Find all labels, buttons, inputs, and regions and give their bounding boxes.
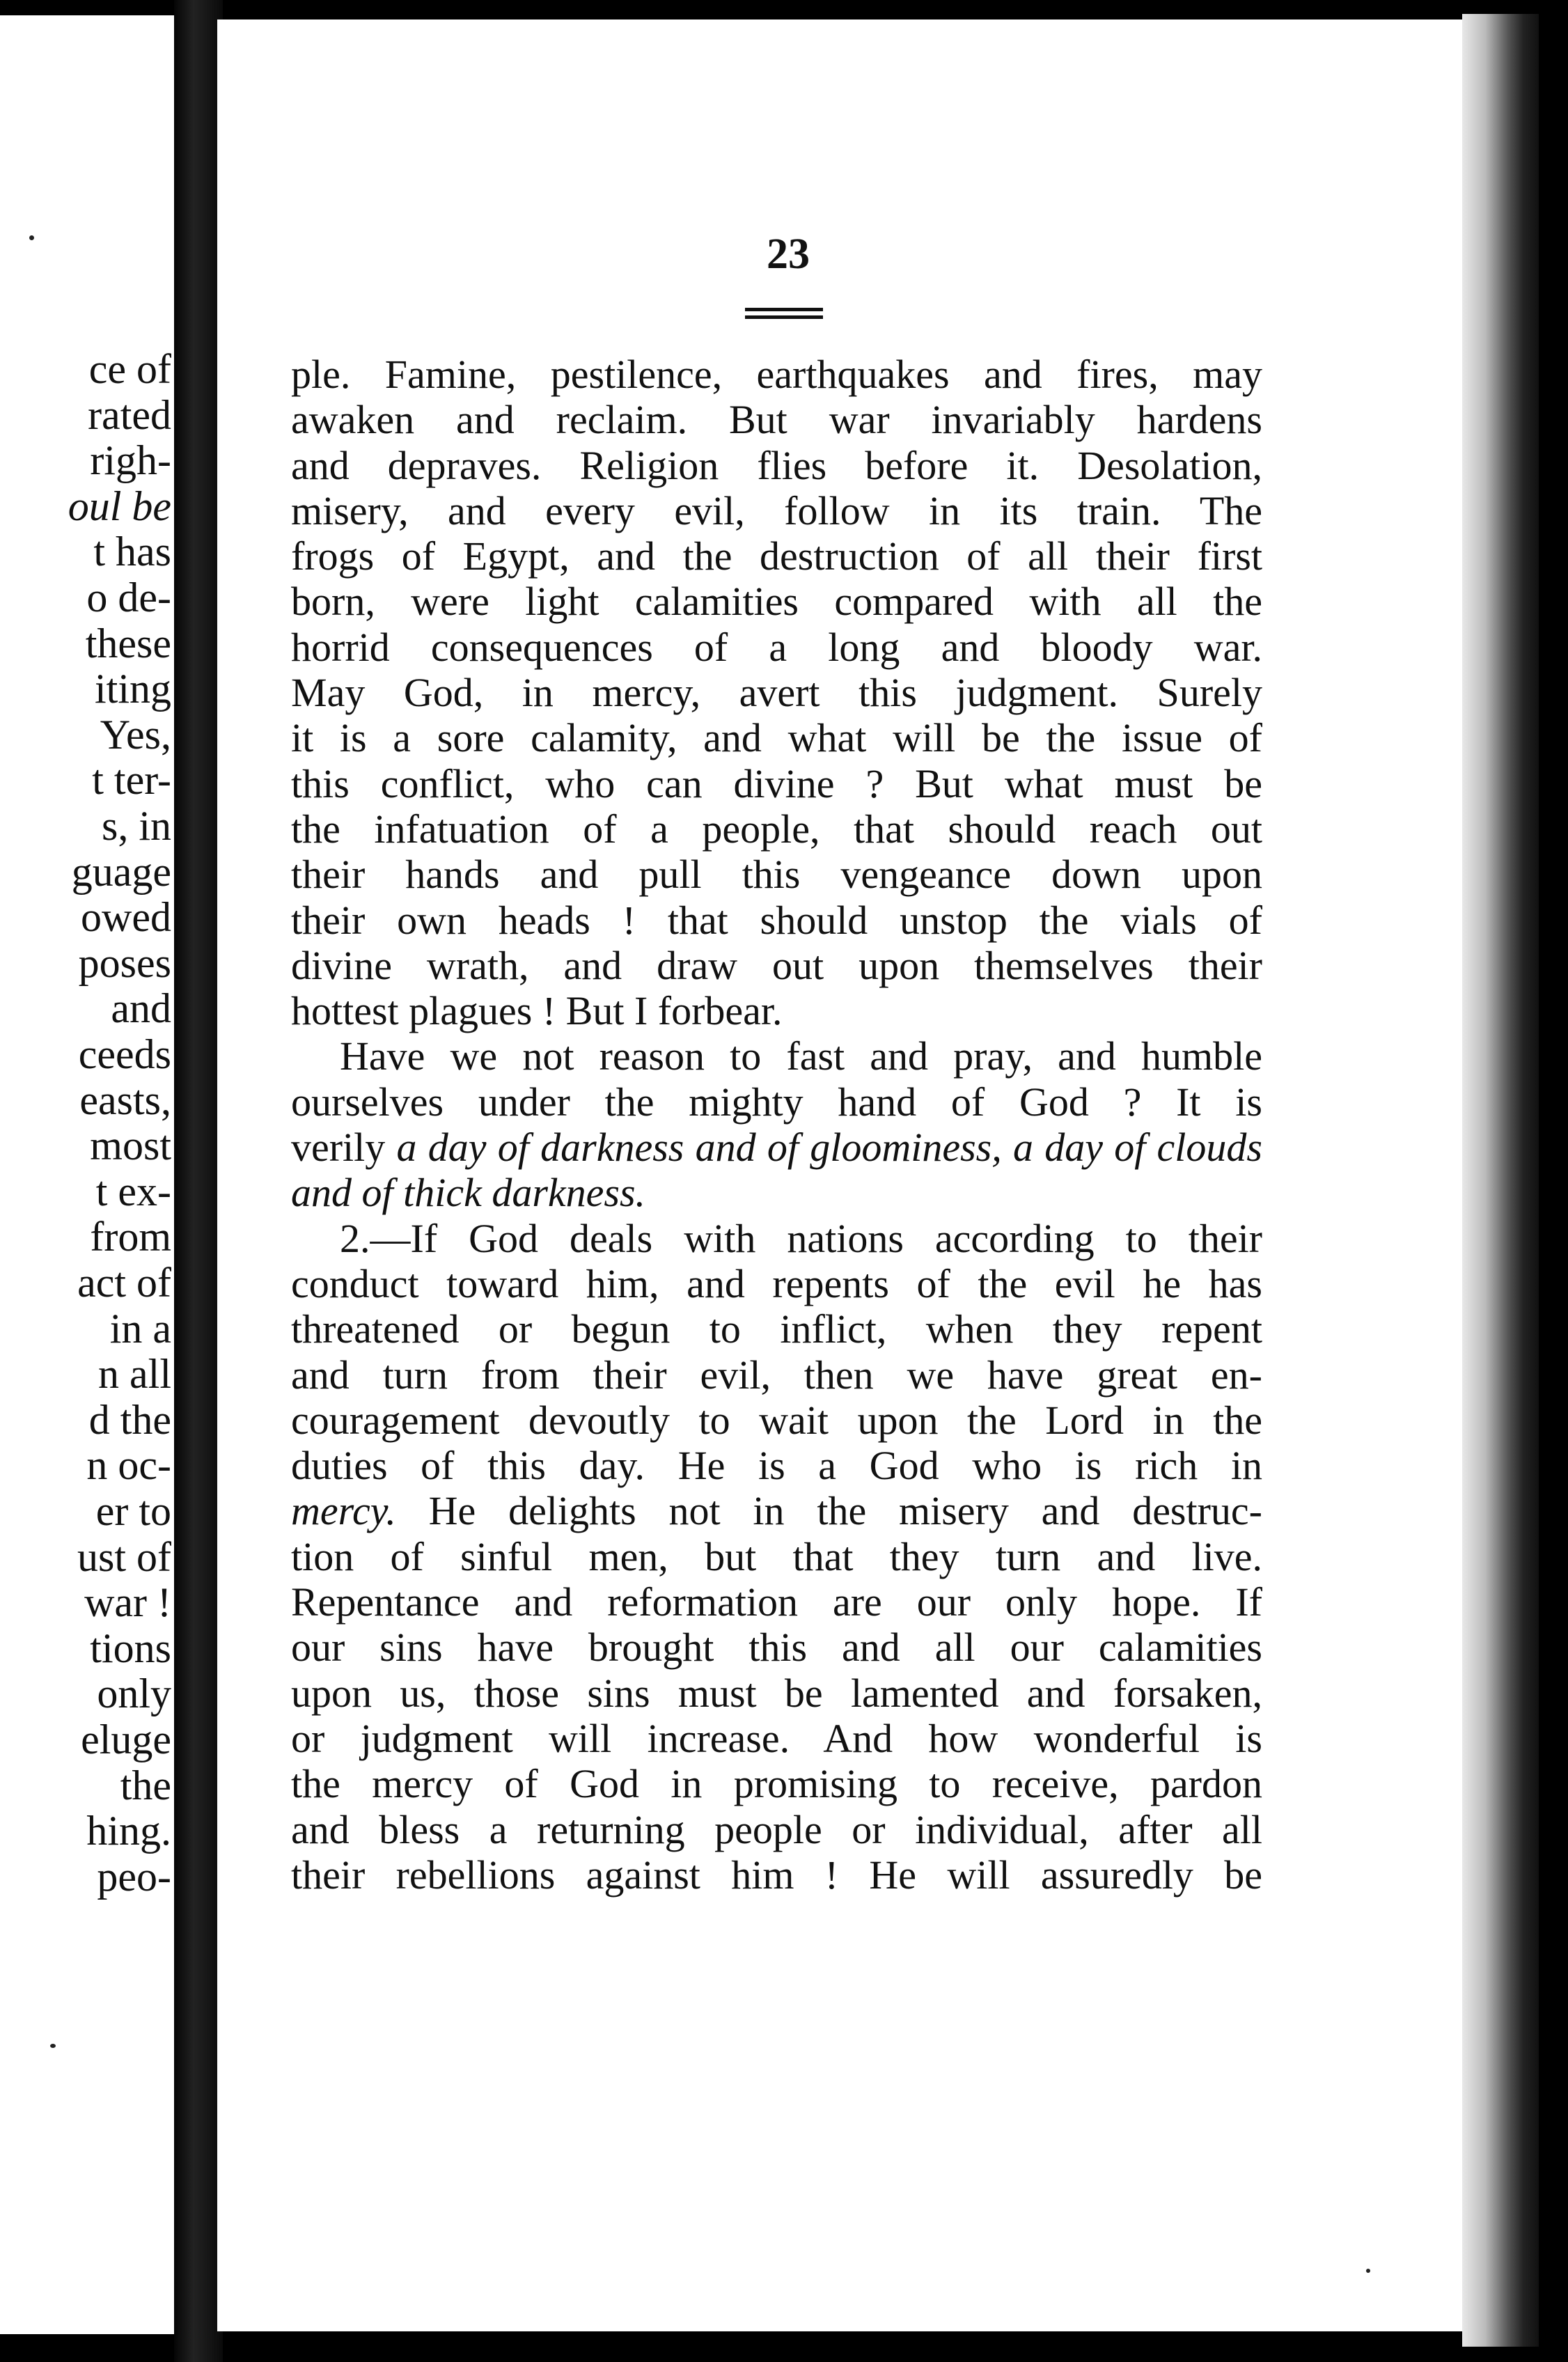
text-segment: misery, and every evil, follow in its train. The [291, 487, 1262, 533]
text-line [291, 1352, 1262, 1398]
left-page-fragment: these [85, 620, 171, 666]
left-page-fragment: tions [90, 1625, 171, 1671]
left-page-fragment: war ! [84, 1579, 171, 1626]
text-line [291, 1079, 1262, 1125]
left-page-fragment: easts, [79, 1077, 171, 1123]
text-segment: this conflict, who can divine ? But what must be [291, 760, 1262, 806]
text-segment: our sins have brought this and all our calamities [291, 1625, 1262, 1671]
text-segment: horrid consequences of a long and bloody war. [291, 624, 1262, 670]
text-line [291, 670, 1262, 715]
text-line [291, 806, 1262, 852]
text-segment: Have we not reason to fast and pray, and humble [340, 1033, 1262, 1079]
left-page-fragment: t ter- [92, 757, 171, 804]
text-line [291, 1443, 1262, 1488]
left-page-fragment: iting [94, 666, 171, 712]
left-page-fragment: er to [95, 1488, 171, 1534]
ink-speck [50, 2044, 56, 2048]
text-line [291, 1216, 1262, 1261]
text-line [291, 397, 1262, 442]
left-page-fragment: ust of [77, 1533, 171, 1580]
text-segment: threatened or begun to inflict, when they repent [291, 1306, 1262, 1352]
text-segment: their rebellions against him ! He will assuredly be [291, 1852, 1262, 1898]
left-page-fragment: righ- [90, 437, 171, 484]
left-page-fragment: Yes, [100, 711, 171, 758]
text-line [291, 1671, 1262, 1716]
text-segment: hottest plagues ! But I forbear. [291, 988, 783, 1034]
text-segment: divine wrath, and draw out upon themselves their [291, 942, 1262, 988]
text-line [291, 1306, 1262, 1352]
left-page-fragment: n all [98, 1351, 171, 1398]
text-line [291, 1579, 1262, 1625]
text-segment: or judgment will increase. And how wonderful is [291, 1715, 1262, 1761]
left-page-fragment: act of [77, 1260, 171, 1306]
left-page-fragment: owed [81, 894, 171, 941]
text-segment: it is a sore calamity, and what will be the issue of [291, 715, 1262, 761]
text-segment: couragement devoutly to wait upon the Lord in the [291, 1397, 1262, 1443]
body-text [291, 352, 1262, 1898]
text-line [291, 1261, 1262, 1306]
left-facing-page [0, 15, 174, 2334]
text-line [291, 852, 1262, 897]
text-line [291, 1033, 1262, 1079]
page-edge-shadow [1462, 14, 1539, 2347]
left-page-fragment: only [97, 1671, 171, 1717]
left-page-fragment: s, in [101, 803, 171, 849]
text-segment: ple. Famine, pestilence, earthquakes and fires, may [291, 352, 1262, 397]
left-page-fragment: ceeds [78, 1031, 171, 1077]
text-line [291, 1125, 1262, 1170]
text-segment: duties of this day. He is a God who is rich in [291, 1443, 1262, 1489]
text-segment: upon us, those sins must be lamented and forsaken, [291, 1670, 1262, 1716]
book-gutter [174, 0, 223, 2362]
text-line [291, 1625, 1262, 1670]
left-page-fragment: poses [78, 939, 171, 986]
left-page-fragment: hing. [86, 1808, 171, 1854]
text-line [291, 533, 1262, 579]
text-segment: verily [291, 1125, 397, 1171]
text-segment: tion of sinful men, but that they turn and live. [291, 1533, 1262, 1579]
left-page-fragment: rated [88, 391, 171, 438]
text-line [291, 715, 1262, 760]
left-page-fragment: and [111, 985, 171, 1032]
text-line [291, 943, 1262, 988]
text-line [291, 761, 1262, 806]
text-line [291, 1488, 1262, 1533]
left-page-fragment: d the [88, 1396, 171, 1443]
text-line [291, 1398, 1262, 1443]
text-segment: the mercy of God in promising to receive, pardon [291, 1761, 1262, 1807]
text-segment: and turn from their evil, then we have great en- [291, 1352, 1262, 1398]
text-segment: He delights not in the misery and destruc- [395, 1488, 1262, 1534]
text-segment: their hands and pull this vengeance down upon [291, 852, 1262, 898]
text-line [291, 1170, 1262, 1215]
left-page-fragment: eluge [81, 1716, 171, 1762]
left-page-fragment: in a [109, 1305, 171, 1352]
text-line [291, 1761, 1262, 1806]
text-segment: the infatuation of a people, that should reach out [291, 806, 1262, 852]
text-line [291, 488, 1262, 533]
text-segment: Repentance and reformation are our only hope. If [291, 1579, 1262, 1625]
text-segment: conduct toward him, and repents of the evil he has [291, 1260, 1262, 1306]
text-segment: born, were light calamities compared with all the [291, 579, 1262, 625]
header-rule-bottom [745, 315, 823, 319]
ink-speck [1366, 2269, 1370, 2273]
left-page-fragment: most [90, 1123, 171, 1169]
text-line [291, 625, 1262, 670]
text-segment: frogs of Egypt, and the destruction of all their first [291, 533, 1262, 579]
text-line [291, 352, 1262, 397]
left-page-fragment: guage [71, 848, 171, 895]
left-page-fragment: the [120, 1762, 171, 1808]
left-page-fragment: o de- [86, 574, 171, 620]
italic-segment: and of thick darkness. [291, 1170, 646, 1216]
italic-segment: mercy. [291, 1488, 396, 1534]
text-segment: awaken and reclaim. But war invariably hardens [291, 397, 1262, 443]
header-rule-top [745, 308, 823, 311]
left-page-fragment: peo- [97, 1853, 171, 1900]
ink-speck [29, 235, 34, 240]
left-page-fragment: t has [93, 529, 171, 575]
left-page-fragment: n oc- [86, 1442, 171, 1489]
left-page-fragment: from [90, 1214, 171, 1260]
page-number: 23 [767, 230, 810, 278]
left-page-fragment: t ex- [95, 1168, 171, 1214]
text-line [291, 443, 1262, 488]
text-line [291, 579, 1262, 624]
text-segment: and bless a returning people or individual, after all [291, 1806, 1262, 1852]
text-line [291, 988, 1262, 1033]
text-line [291, 898, 1262, 943]
text-line [291, 1534, 1262, 1579]
italic-segment: a day of darkness and of gloominess, a day of clouds [396, 1125, 1262, 1171]
text-line [291, 1852, 1262, 1898]
text-segment: ourselves under the mighty hand of God ? It is [291, 1079, 1262, 1125]
text-line [291, 1716, 1262, 1761]
left-page-fragment: ce of [88, 346, 171, 392]
left-page-fragment: oul be [68, 483, 171, 529]
text-segment: May God, in mercy, avert this judgment. Surely [291, 670, 1262, 716]
text-segment: their own heads ! that should unstop the vials of [291, 897, 1262, 943]
text-segment: and depraves. Religion flies before it. Desolation, [291, 442, 1262, 488]
text-line [291, 1807, 1262, 1852]
text-segment: 2.—If God deals with nations according to their [340, 1215, 1262, 1261]
